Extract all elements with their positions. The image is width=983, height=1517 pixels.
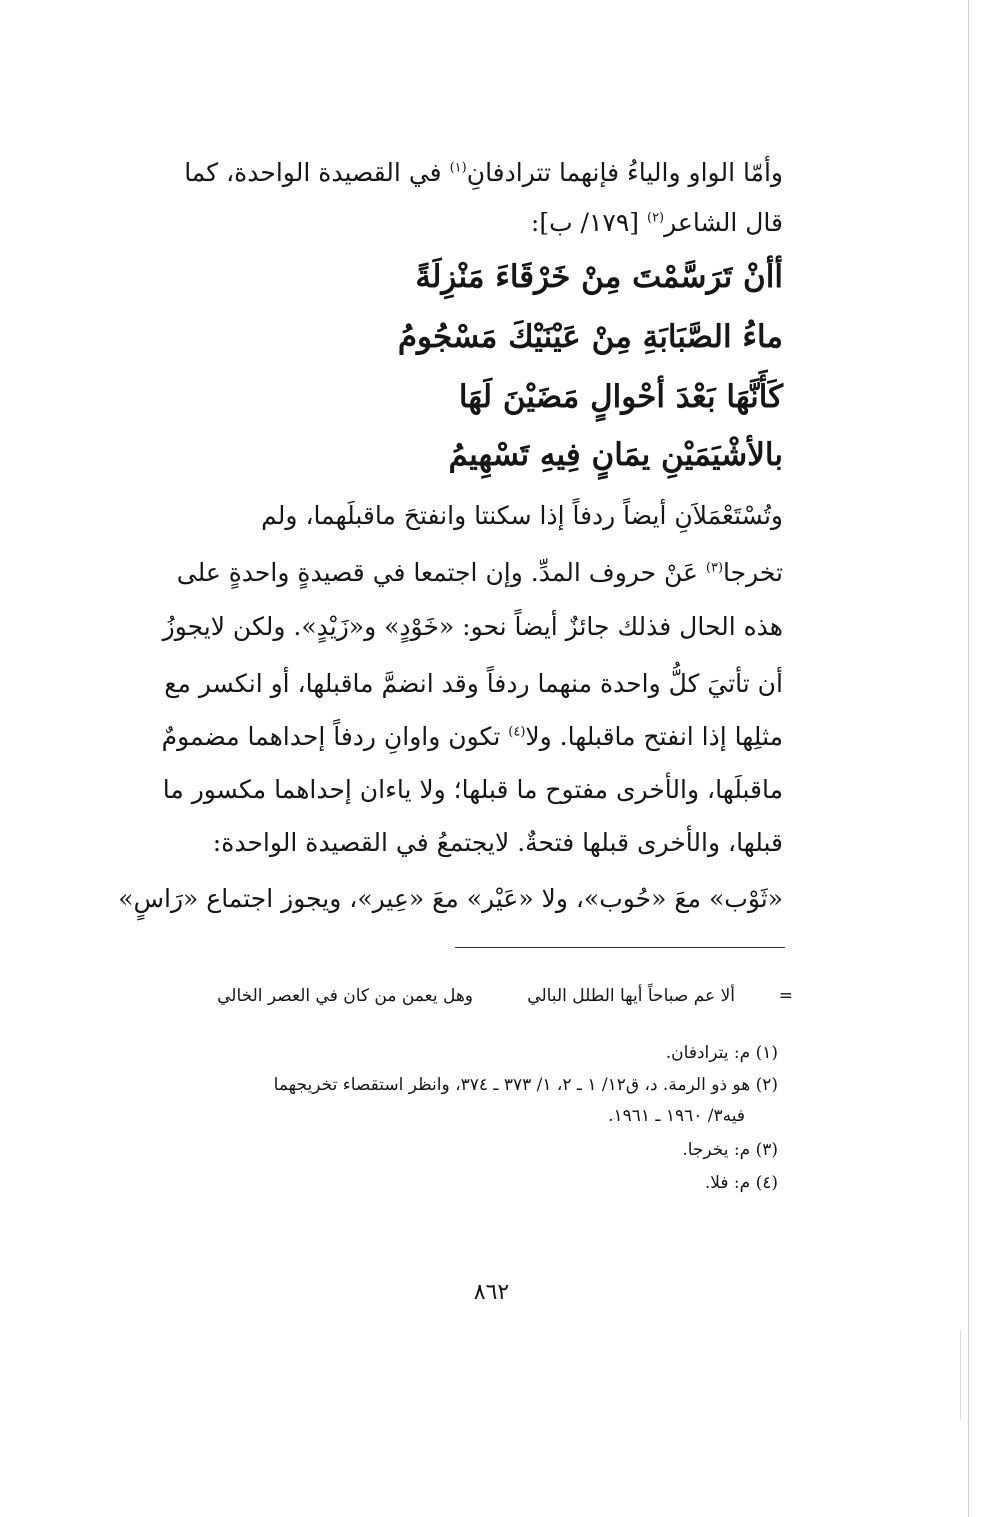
body-line-7-text: مثلِها إذا انفتح ماقبلها. ولا: [525, 722, 783, 751]
footnote-text: م: فلا.: [704, 1173, 751, 1193]
footnote-ref-4: (٤): [508, 724, 526, 740]
footnote-text: فيه٣/ ١٩٦٠ ـ ١٩٦١.: [608, 1106, 745, 1126]
body-line-6: أن تأتيَ كلُّ واحدة منهما ردفاً وقد انضمَّ ماقبلها، أو انكسر مع: [164, 669, 783, 698]
body-line-4-text: تخرجا: [723, 558, 783, 587]
footnote-text: هو ذو الرمة. د، ق١٢/ ١ ـ ٢، ١/ ٣٧٣ ـ ٣٧٤، وانظر استقصاء تخريجهما: [273, 1075, 751, 1095]
footnote-text: م: يترادفان.: [665, 1043, 751, 1063]
page-number: ٨٦٢: [473, 1280, 510, 1305]
body-line-5: هذه الحال فذلك جائزٌ أيضاً نحو: «خَوْدٍ» و«زَيْدٍ». ولكن لايجوزُ: [162, 612, 783, 641]
body-line-2-tail: [١٧٩/ ب]:: [530, 208, 647, 237]
body-line-10: «ثَوْب» معَ «حُوب»، ولا «عَيْر» معَ «عِير»، ويجوز اجتماع «رَاسٍ»: [118, 884, 783, 913]
verse-line-1: أأنْ تَرَسَّمْتَ مِنْ خَرْقَاءَ مَنْزِلَةً: [415, 259, 783, 295]
body-line-7: [162, 724, 783, 749]
footnote-text: م: يخرجا.: [682, 1140, 751, 1160]
scan-edge-line-lower: [960, 1330, 961, 1420]
footnote-verse-left: وهل يعمن من كان في العصر الخالي: [217, 986, 473, 1006]
body-line-2-text: قال الشاعر: [664, 208, 783, 237]
footnote-1: [666, 1045, 778, 1062]
footnote-num: (١): [755, 1043, 778, 1063]
footnote-num: (٣): [755, 1140, 778, 1160]
body-line-7-tail: تكون واوانِ ردفاً إحداهما مضمومٌ: [161, 722, 509, 751]
body-line-1: [184, 160, 783, 185]
footnote-num: (٢): [755, 1075, 778, 1095]
footnote-2: [274, 1077, 778, 1094]
body-line-9: قبلها، والأخرى قبلها فتحةٌ. لايجتمعُ في القصيدة الواحدة:: [212, 828, 783, 857]
footnote-continuation-marker: =: [778, 986, 793, 1006]
footnote-2-continued: [608, 1108, 745, 1125]
verse-line-4: بالأشْيَمَيْنِ يمَانٍ فِيهِ تَسْهِيمُ: [448, 437, 783, 473]
footnote-ref-1: (١): [449, 160, 467, 176]
footnote-num: (٤): [755, 1173, 778, 1193]
body-line-1-text: وأمّا الواو والياءُ فإنهما تترادفانِ: [466, 158, 783, 187]
body-line-3: وتُسْتَعْمَلاَنِ أيضاً ردفاً إذا سكنتا وانفتحَ ماقبلَهما، ولم: [261, 501, 783, 530]
footnote-separator: [455, 947, 785, 948]
body-line-4: [177, 560, 783, 585]
footnote-ref-2: (٢): [646, 210, 665, 226]
verse-line-3: كَأَنَّهَا بَعْدَ أحْوالٍ مَضَيْنَ لَهَا: [458, 379, 783, 415]
footnote-3: [682, 1142, 778, 1159]
footnote-4: [705, 1175, 778, 1192]
body-line-1-tail: في القصيدة الواحدة، كما: [184, 158, 450, 187]
body-line-2: [531, 210, 783, 235]
body-line-8: ماقبلَها، والأخرى مفتوح ما قبلها؛ ولا ياءان إحداهما مكسور ما: [162, 775, 783, 804]
footnote-ref-3: (٣): [705, 560, 724, 576]
body-line-4-tail: عَنْ حروف المدِّ. وإن اجتمعا في قصيدةٍ واحدةٍ على: [176, 558, 706, 587]
footnote-verse-right: ألا عم صباحاً أيها الطلل البالي: [527, 986, 735, 1006]
verse-line-2: ماءُ الصَّبَابَةِ مِنْ عَيْنَيْكَ مَسْجُومُ: [397, 319, 783, 355]
